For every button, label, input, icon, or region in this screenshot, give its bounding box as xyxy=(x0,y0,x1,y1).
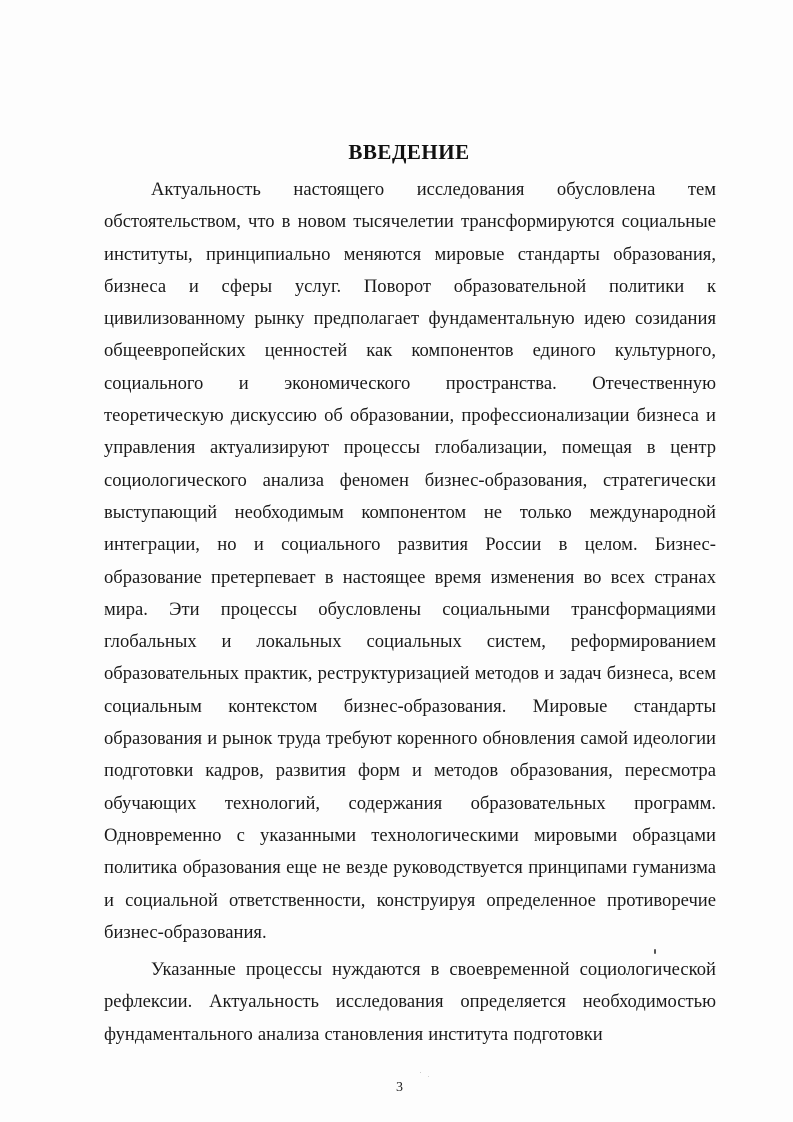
scan-speck xyxy=(654,949,656,954)
page-title: ВВЕДЕНИЕ xyxy=(348,140,470,165)
paragraph-2: Указанные процессы нуждаются в своевременной социологической рефлексии. Актуальность исследования определяется необходимостью фундаментального анализа становления института подготовки xyxy=(104,959,716,1045)
page-number: 3 xyxy=(396,1080,403,1095)
scan-speck xyxy=(420,1072,421,1073)
scan-speck xyxy=(428,1076,429,1077)
paragraph-1: Актуальность настоящего исследования обусловлена тем обстоятельством, что в новом тысячелетии трансформируются социальные институты, принципиально меняются мировые стандарты образования, бизнеса и сферы услуг. Поворот образовательной политики к цивилизованному рынку предполагает фундаментальную идею созидания общеевропейских ценностей как компонентов единого культурного, социального и экономического пространства. Отечественную теоретическую дискуссию об образовании, профессионализации бизнеса и управления актуализируют процессы глобализации, помещая в центр социологического анализа феномен бизнес-образования, стратегически выступающий необходимым компонентом не только международной интеграции, но и социального развития России в целом. Бизнес-образование претерпевает в настоящее время изменения во всех странах мира. Эти процессы обусловлены социальными трансформациями глобальных и локальных социальных систем, реформированием образовательных практик, реструктуризацией методов и задач бизнеса, всем социальным контекстом бизнес-образования. Мировые стандарты образования и рынок труда требуют коренного обновления самой идеологии подготовки кадров, развития форм и методов образования, пересмотра обучающих технологий, содержания образовательных программ. Одновременно с указанными технологическими мировыми образцами политика образования еще не везде руководствуется принципами гуманизма и социальной ответственности, конструируя определенное противоречие бизнес-образования. xyxy=(104,179,716,943)
